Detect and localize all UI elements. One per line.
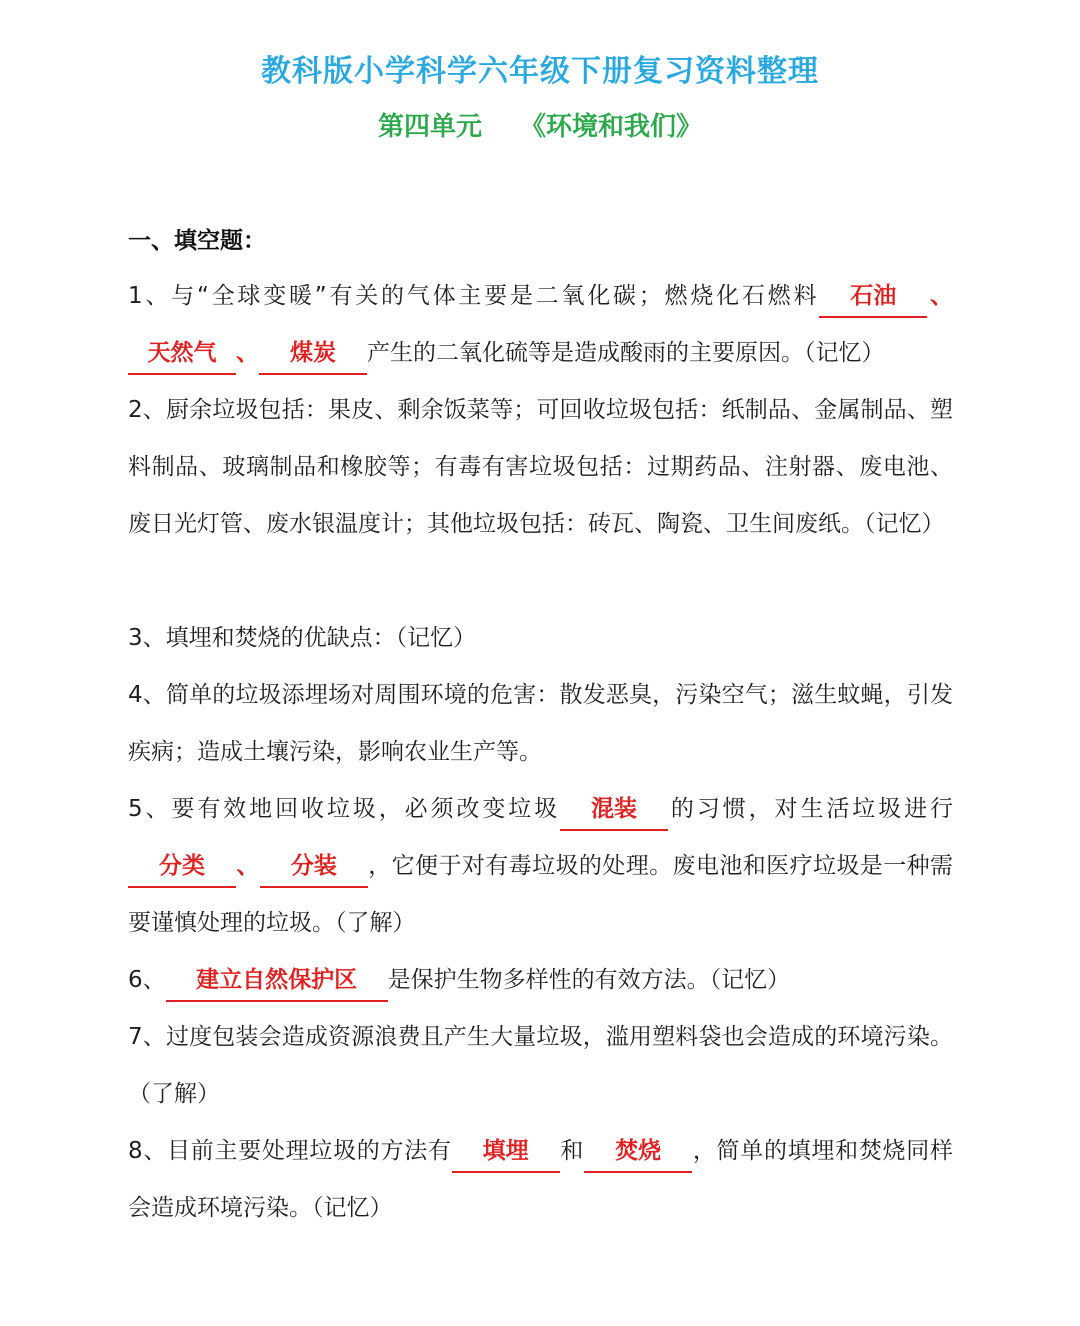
- answer-5b: 分类: [159, 853, 205, 879]
- question-6: [128, 952, 953, 1009]
- page-title: 教科版小学科学六年级下册复习资料整理: [261, 54, 819, 89]
- answer-separator: 、: [236, 853, 260, 879]
- question-1: [128, 268, 953, 382]
- question-1-text: 1、与“全球变暖”有关的气体主要是二氧化碳；燃烧化石燃料: [128, 283, 820, 309]
- question-8-mid: 和: [559, 1138, 585, 1164]
- answer-blank-1b: [128, 333, 236, 375]
- question-8: [128, 1123, 953, 1237]
- answer-1b: 天然气: [147, 340, 217, 366]
- question-5-tail: ，它便于对有毒垃圾的处理。废电池和医疗垃圾是一种需要谨慎处理的垃圾。（了解）: [128, 853, 954, 936]
- question-5: [128, 781, 953, 952]
- answer-8a: 填埋: [482, 1138, 529, 1164]
- question-8-tail: ，简单的填埋和焚烧同样会造成环境污染。（记忆）: [128, 1138, 953, 1221]
- answer-blank-1a: [819, 276, 927, 318]
- section-heading: 一、填空题：: [128, 228, 266, 254]
- answer-blank-8a: [452, 1131, 560, 1173]
- answer-blank-5a: [560, 789, 668, 831]
- question-5-text: 5、要有效地回收垃圾，必须改变垃圾: [128, 796, 561, 822]
- answer-blank-8b: [584, 1131, 692, 1173]
- unit-number: 第四单元: [377, 112, 482, 142]
- question-3: 3、填埋和焚烧的优缺点：（记忆）: [128, 625, 477, 651]
- question-7: 7、过度包装会造成资源浪费且产生大量垃圾，滥用塑料袋也会造成的环境污染。（了解）: [128, 1024, 953, 1107]
- unit-title: 《环境和我们》: [520, 112, 703, 142]
- question-list: [128, 268, 953, 1237]
- answer-separator: 、: [236, 340, 259, 366]
- answer-blank-5c: [260, 846, 368, 888]
- answer-blank-1c: [259, 333, 367, 375]
- answer-1a: 石油: [850, 283, 897, 309]
- question-1-tail: 产生的二氧化硫等是造成酸雨的主要原因。（记忆）: [367, 340, 885, 366]
- answer-5c: 分装: [290, 853, 337, 879]
- spacer: [128, 553, 953, 610]
- unit-subtitle: [0, 106, 1080, 143]
- answer-blank-6a: [166, 960, 388, 1002]
- question-4: 4、简单的垃圾添埋场对周围环境的危害：散发恶臭，污染空气；滋生蚊蝇，引发疾病；造成土壤污染，影响农业生产等。: [128, 682, 953, 765]
- question-6-text: 6、: [128, 967, 166, 993]
- question-2: 2、厨余垃圾包括：果皮、剩余饭菜等；可回收垃圾包括：纸制品、金属制品、塑料制品、玻璃制品和橡胶等；有毒有害垃圾包括：过期药品、注射器、废电池、废日光灯管、废水银温度计；其他垃圾包括：砖瓦、陶瓷、卫生间废纸。（记忆）: [128, 397, 953, 537]
- answer-blank-5b: [128, 846, 236, 888]
- answer-6a: 建立自然保护区: [196, 967, 358, 993]
- answer-separator: 、: [927, 283, 953, 309]
- answer-8b: 焚烧: [615, 1138, 662, 1164]
- question-6-tail: 是保护生物多样性的有效方法。（记忆）: [387, 967, 791, 993]
- answer-1c: 煤炭: [290, 340, 336, 366]
- question-5-mid: 的习惯，对生活垃圾进行: [668, 796, 953, 822]
- answer-5a: 混装: [591, 796, 638, 822]
- question-8-text: 8、目前主要处理垃圾的方法有: [128, 1138, 452, 1164]
